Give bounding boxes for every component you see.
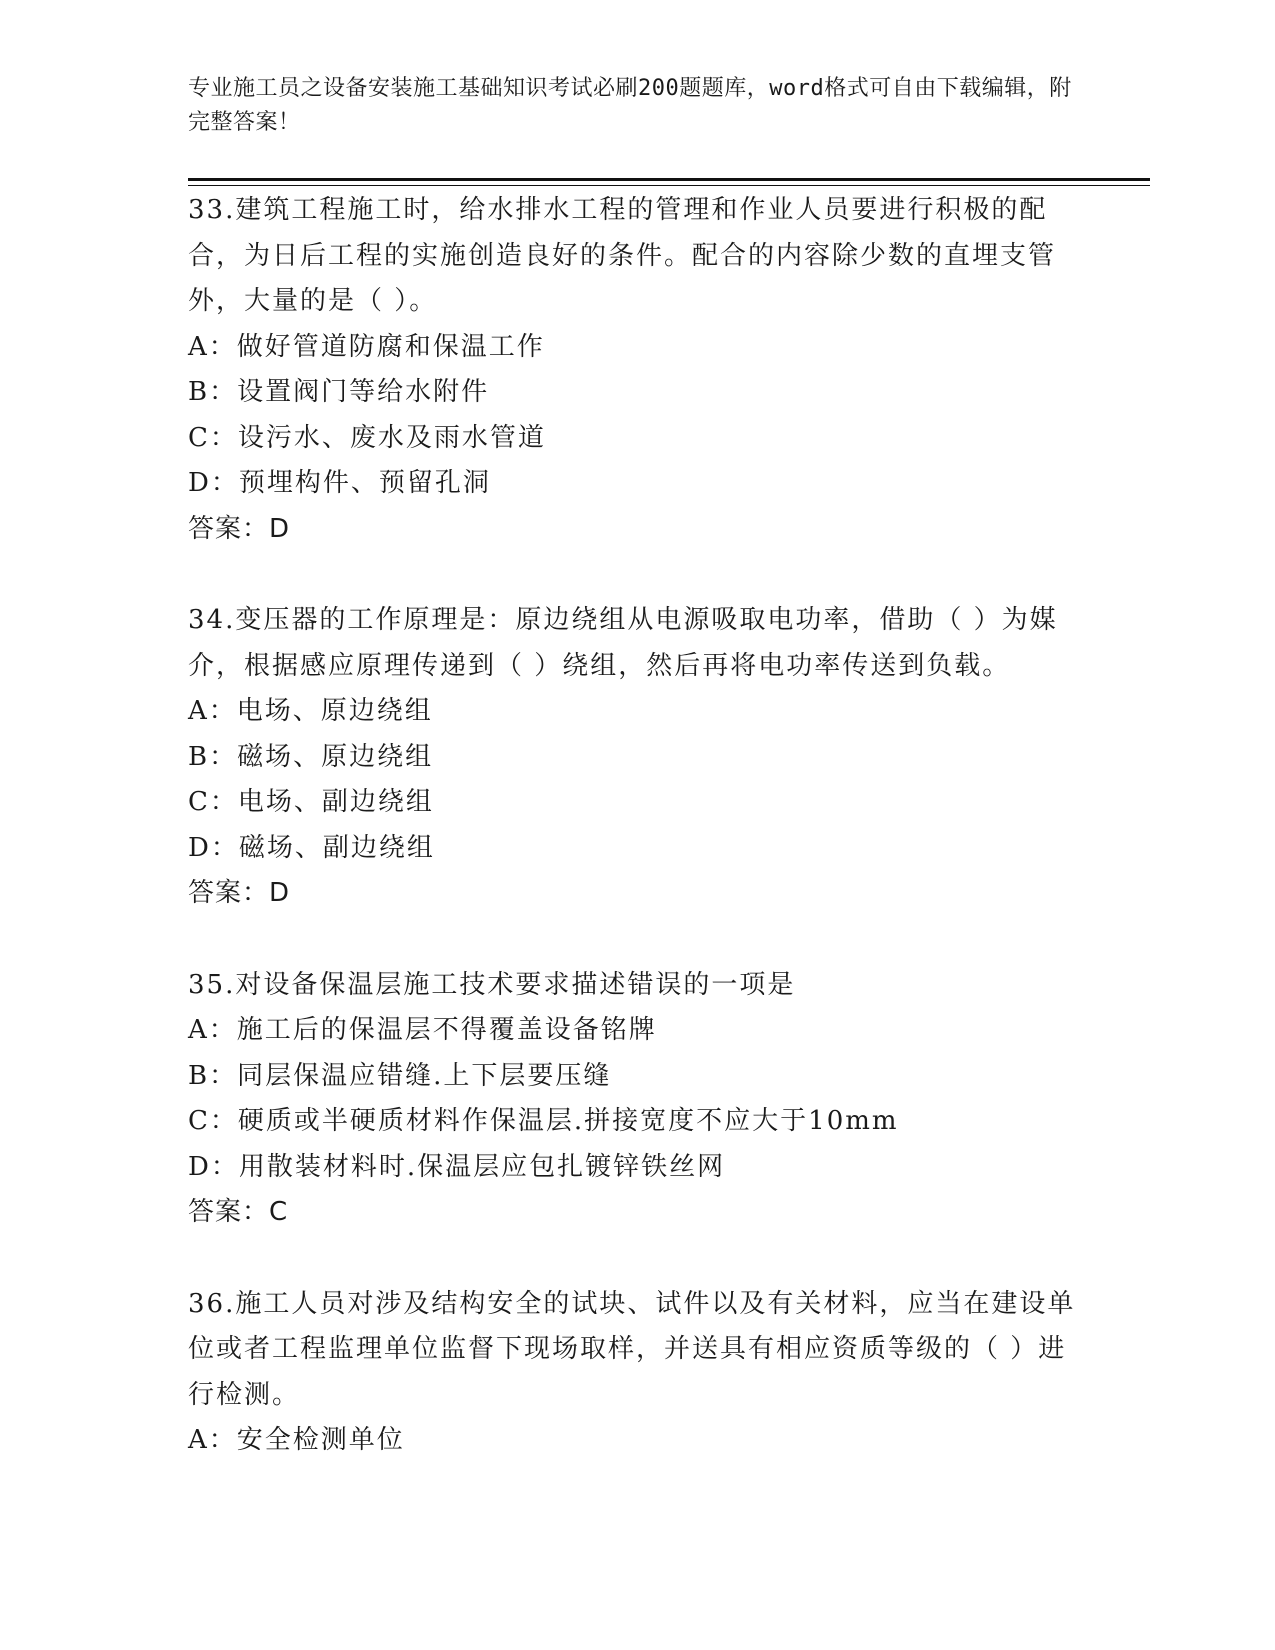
option-c: C：电场、副边绕组 (188, 787, 434, 817)
option-b: B：同层保温应错缝.上下层要压缝 (188, 1060, 612, 1091)
option-c: C：设污水、废水及雨水管道 (188, 422, 546, 453)
question-33 (188, 188, 1088, 552)
question-list (188, 188, 1088, 1510)
option-a: A：施工后的保温层不得覆盖设备铭牌 (188, 1015, 657, 1045)
answer-label: 答案：D (188, 513, 291, 544)
question-34 (188, 598, 1088, 917)
header-divider-thin (188, 185, 1150, 186)
question-36 (188, 1282, 1088, 1464)
question-stem: 34.变压器的工作原理是：原边绕组从电源吸取电功率，借助（ ）为媒介，根据感应原理传递到（ ）绕组，然后再将电功率传送到负载。 (188, 605, 1058, 681)
option-b: B：设置阀门等给水附件 (188, 377, 490, 407)
option-d: D：用散装材料时.保温层应包扎镀锌铁丝网 (188, 1151, 726, 1182)
answer-label: 答案：C (188, 1197, 289, 1227)
option-c: C：硬质或半硬质材料作保温层.拼接宽度不应大于10mm (188, 1106, 899, 1136)
option-d: D：磁场、副边绕组 (188, 832, 435, 863)
option-d: D：预埋构件、预留孔洞 (188, 468, 491, 498)
option-a: A：做好管道防腐和保温工作 (188, 331, 545, 362)
question-stem: 35.对设备保温层施工技术要求描述错误的一项是 (188, 969, 796, 1000)
option-a: A：安全检测单位 (188, 1425, 405, 1455)
option-b: B：磁场、原边绕组 (188, 741, 434, 772)
question-stem: 36.施工人员对涉及结构安全的试块、试件以及有关材料，应当在建设单位或者工程监理单位监督下现场取样，并送具有相应资质等级的（ ）进行检测。 (188, 1288, 1076, 1410)
answer-label: 答案：D (188, 878, 291, 908)
question-35 (188, 963, 1088, 1236)
document-header-title: 专业施工员之设备安装施工基础知识考试必刷200题题库，word格式可自由下载编辑，附完整答案！ (188, 76, 1072, 135)
question-stem: 33.建筑工程施工时，给水排水工程的管理和作业人员要进行积极的配合，为日后工程的实施创造良好的条件。配合的内容除少数的直埋支管外，大量的是（ ）。 (188, 195, 1057, 316)
header-divider-thick (188, 178, 1150, 181)
option-a: A：电场、原边绕组 (188, 696, 433, 726)
